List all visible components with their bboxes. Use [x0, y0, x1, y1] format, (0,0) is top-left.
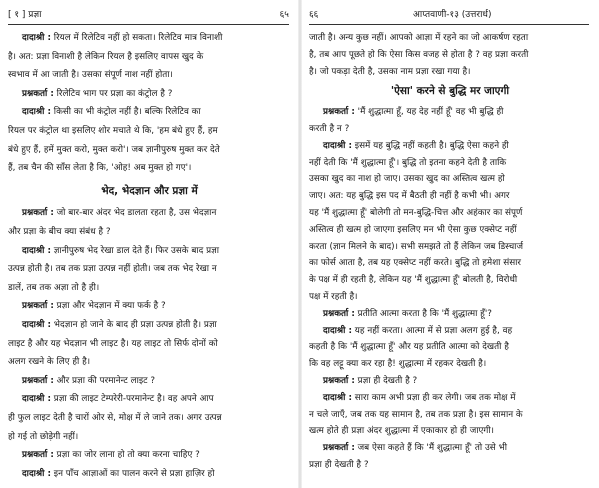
text-line-content: है, तब आप पूछते हो कि ऐसा किस वजह से होता है ? वह प्रज्ञा करती: [309, 49, 529, 60]
text-line-content: यह 'मैं शुद्धात्मा हूँ' बोलेगी तो मन-बुद्धि-चित्त और अहंकार का संपूर्ण: [309, 208, 523, 218]
text-line-content: स्वभाव में आ जाती है। उसका संपूर्ण नाश नहीं होता।: [8, 70, 173, 81]
text-line: [8, 429, 291, 445]
speaker-label: दादाश्री :: [22, 33, 51, 43]
text-line: [8, 86, 291, 102]
speaker-label: दादाश्री :: [22, 320, 51, 330]
section-heading: [309, 83, 591, 99]
text-line-content: कि वह लट्टू क्या कर रहा है! शुद्धात्मा में रहकर देखती है।: [309, 359, 487, 370]
text-line-content: न चले जाएँ, जब तक यह सामान है, तब तक प्रज्ञा है। इस सामान के: [309, 409, 523, 420]
speaker-label: दादाश्री :: [323, 140, 352, 151]
text-line-content: जाती है। अन्य कुछ नहीं। आपको आज्ञा में रहने का जो आकर्षण रहता: [309, 33, 529, 43]
text-line-content: ही फुल लाइट देती है चारों ओर से, मोक्ष में ले जाने तक। अगर उत्पन्न: [8, 413, 222, 423]
text-line: [309, 155, 591, 171]
left-page-text: [0, 30, 297, 488]
speaker-label: प्रश्नकर्ता :: [22, 375, 54, 386]
left-page-header: [0, 7, 297, 23]
text-line: [309, 373, 591, 389]
text-line-content: करता (ज्ञान मिलने के बाद)। सभी समझते तो हैं लेकिन जब डिस्चार्ज: [309, 241, 523, 252]
text-line: [8, 354, 291, 370]
text-line-content: लाइट है और यह भेदज्ञान भी लाइट है। यह लाइट तो सिर्फ दोनों को: [8, 338, 218, 349]
text-line-content: यह नहीं करता। आत्मा में से प्रज्ञा अलग हुई है, वह: [352, 325, 513, 336]
text-line: [8, 280, 291, 296]
speaker-label: प्रश्नकर्ता :: [22, 301, 54, 312]
text-line-content: किसी का भी कंट्रोल नहीं है। बल्कि रिलेटिव का: [51, 107, 201, 118]
text-line: [8, 243, 291, 259]
text-line: [309, 171, 591, 187]
text-line: [309, 255, 591, 271]
text-line-content: है। जो पकड़ा देती है, उसका नाम प्रज्ञा रखा गया है।: [309, 66, 471, 77]
speaker-label: प्रश्नकर्ता :: [22, 88, 54, 99]
text-line-content: बंधे हुए हैं, हमें मुक्त करो, मुक्त करो'। जब ज्ञानीपुरुष मुक्त कर देते: [8, 144, 220, 155]
left-header-rule: [8, 24, 289, 25]
text-line-content: प्रज्ञा का जोर लाना हो तो क्या करना चाहिए ?: [53, 450, 200, 461]
text-line-content: प्रतीति आत्मा करता है कि 'मैं शुद्धात्मा हूँ'?: [354, 308, 492, 319]
speaker-label: प्रश्नकर्ता :: [22, 208, 54, 219]
text-line-content: प्रज्ञा की लाइट टेम्परेरी-परमानेन्ट है। वह अपने आप: [51, 394, 214, 405]
text-line-content: जब ऐसा कहते हैं कि 'मैं शुद्धात्मा हूँ' तो उसे भी: [354, 443, 507, 454]
text-line-content: करती है न ?: [309, 124, 350, 134]
text-line: [8, 317, 291, 333]
speaker-label: प्रश्नकर्ता :: [22, 450, 54, 461]
right-page: [303, 0, 597, 488]
text-line-content: जाए। अत: यह बुद्धि इस पद में बैठती ही नहीं है कभी भी। अगर: [309, 191, 510, 202]
text-line-content: अलग रखने के लिए ही है।: [8, 357, 91, 368]
speaker-label: दादाश्री :: [323, 392, 352, 403]
text-line: [8, 261, 291, 277]
right-header-rule: [309, 24, 589, 25]
text-line-content: अस्तित्व ही खत्म हो जाएगा इसलिए मन भी ऐसा कुछ एक्सेप्ट नहीं: [309, 224, 517, 235]
text-line: [309, 30, 591, 46]
text-line-content: और प्रज्ञा की परमानेन्ट लाइट ?: [53, 375, 156, 386]
text-line: [309, 423, 591, 439]
text-line: [8, 49, 291, 65]
text-line-content: उसका खुद का नाश हो जाए। उसका खुद का अस्तित्व खत्म हो: [309, 174, 505, 185]
text-line-content: नहीं देती कि 'मैं शुद्धात्मा हूँ'। बुद्धि तो इतना कहने देती है ताकि: [309, 157, 507, 168]
text-line: [309, 222, 591, 238]
text-line: [309, 390, 591, 406]
speaker-label: प्रश्नकर्ता :: [323, 308, 355, 319]
text-line-content: ज्ञानीपुरुष भेद रेखा डाल देते हैं। फिर उसके बाद प्रज्ञा: [51, 245, 220, 256]
text-line: [8, 104, 291, 120]
text-line-content: है। अत: प्रज्ञा विनाशी है लेकिन रियल है इसलिए वापस खुद के: [8, 51, 204, 62]
section-heading-text: 'ऐसा' करने से बुद्धि मर जाएगी: [390, 85, 510, 98]
text-line: [309, 323, 591, 339]
speaker-label: दादाश्री :: [22, 245, 51, 256]
right-page-text: [303, 30, 597, 488]
right-page-number: ६६: [309, 10, 319, 20]
text-line: [8, 224, 291, 240]
text-line: [8, 298, 291, 314]
book-gutter: [298, 0, 302, 488]
speaker-label: प्रश्नकर्ता :: [323, 376, 355, 386]
text-line: [309, 289, 591, 305]
left-page-number: ६५: [279, 10, 289, 20]
text-line: [309, 356, 591, 372]
speaker-label: दादाश्री :: [22, 394, 51, 405]
text-line: [8, 466, 291, 482]
text-line: [8, 373, 291, 389]
text-line-content: जो बार-बार अंदर भेद डालता रहता है, उस भेदज्ञान: [53, 208, 217, 219]
right-page-header: [303, 7, 597, 23]
speaker-label: प्रश्नकर्ता :: [323, 107, 355, 118]
text-line-content: उत्पन्न होती है। तब तक प्रज्ञा उत्पन्न नहीं होती। जब तक भेद रेखा न: [8, 264, 217, 275]
text-line-content: खत्म होते ही प्रज्ञा अंदर शुद्धात्मा में एकाकार हो ही जाएगी।: [309, 426, 494, 437]
text-line-content: 'मैं शुद्धात्मा हूँ, यह देह नहीं हूँ' वह भी बुद्धि ही: [354, 107, 504, 118]
text-line-content: रियल में रिलेटिव नहीं हो सकता। रिलेटिव मात्र विनाशी: [51, 33, 223, 43]
text-line: [8, 160, 291, 176]
text-line: [8, 67, 291, 83]
section-heading: [8, 183, 291, 199]
speaker-label: दादाश्री :: [22, 107, 51, 118]
text-line-content: डालें, तब तक अज्ञा तो है ही।: [8, 282, 100, 293]
text-line-content: प्रज्ञा ही देखती है ?: [354, 376, 418, 386]
text-line: [309, 138, 591, 154]
text-line-content: भेदज्ञान हो जाने के बाद ही प्रज्ञा उत्पन्न होती है। प्रज्ञा: [51, 320, 217, 330]
text-line-content: कहती है कि 'मैं शुद्धात्मा हूँ' और यह प्रतीति आत्मा को देखती है: [309, 342, 509, 353]
text-line: [309, 239, 591, 255]
text-line: [309, 188, 591, 204]
text-line-content: रियल पर कंट्रोल था इसलिए शोर मचाते थे कि, 'हम बंधे हुए हैं, हम: [8, 126, 218, 136]
left-page: [0, 0, 297, 488]
text-line: [309, 104, 591, 120]
text-line: [309, 272, 591, 288]
text-line-content: रिलेटिव भाग पर प्रज्ञा का कंट्रोल है ?: [53, 88, 173, 99]
section-heading-text: भेद, भेदज्ञान और प्रज्ञा में: [101, 184, 198, 197]
text-line-content: सारा काम अभी प्रज्ञा ही कर लेगी। जब तक मोक्ष में: [352, 392, 516, 403]
speaker-label: दादाश्री :: [323, 325, 352, 336]
text-line: [8, 447, 291, 463]
text-line: [309, 440, 591, 456]
text-line: [8, 336, 291, 352]
right-page-book-title: आप्तवाणी-१३ (उत्तरार्ध): [413, 10, 492, 20]
text-line-content: इसमें यह बुद्धि नहीं कहती है। बुद्धि ऐसा कहने ही: [352, 140, 509, 151]
speaker-label: प्रश्नकर्ता :: [323, 443, 355, 454]
text-line: [8, 205, 291, 221]
text-line: [8, 123, 291, 139]
text-line-content: का फोर्स आता है, तब यह एक्सेप्ट नहीं करते। बुद्धि तो हमेशा संसार: [309, 258, 522, 269]
text-line-content: इन पाँच आज्ञाओं का पालन करने से प्रज्ञा हाज़िर हो: [51, 468, 215, 479]
text-line: [8, 410, 291, 426]
text-line: [309, 121, 591, 137]
text-line: [309, 205, 591, 221]
text-line-content: प्रज्ञा ही देखती है ?: [309, 460, 369, 470]
text-line: [309, 306, 591, 322]
text-line: [309, 407, 591, 423]
text-line: [8, 391, 291, 407]
text-line: [309, 457, 591, 473]
left-page-chapter: [ १ ] प्रज्ञा: [8, 10, 42, 20]
text-line-content: हैं, तब चैन की साँस लेता है कि, 'ओह! अब मुक्त हो गए'।: [8, 163, 192, 174]
text-line: [309, 339, 591, 355]
text-line-content: प्रज्ञा और भेदज्ञान में क्या फर्क है ?: [53, 301, 166, 312]
text-line: [8, 142, 291, 158]
text-line-content: हो गई तो छोड़ेगी नहीं।: [8, 431, 79, 442]
speaker-label: दादाश्री :: [22, 468, 51, 479]
text-line: [8, 30, 291, 46]
text-line-content: के पक्ष में ही रहती है, लेकिन यह 'मैं शुद्धात्मा हूँ' बोलती है, विरोधी: [309, 275, 518, 286]
text-line-content: और प्रज्ञा के बीच क्या संबंध है ?: [8, 227, 111, 237]
text-line-content: पक्ष में रहती है।: [309, 292, 358, 302]
text-line: [309, 47, 591, 63]
text-line: [309, 64, 591, 80]
